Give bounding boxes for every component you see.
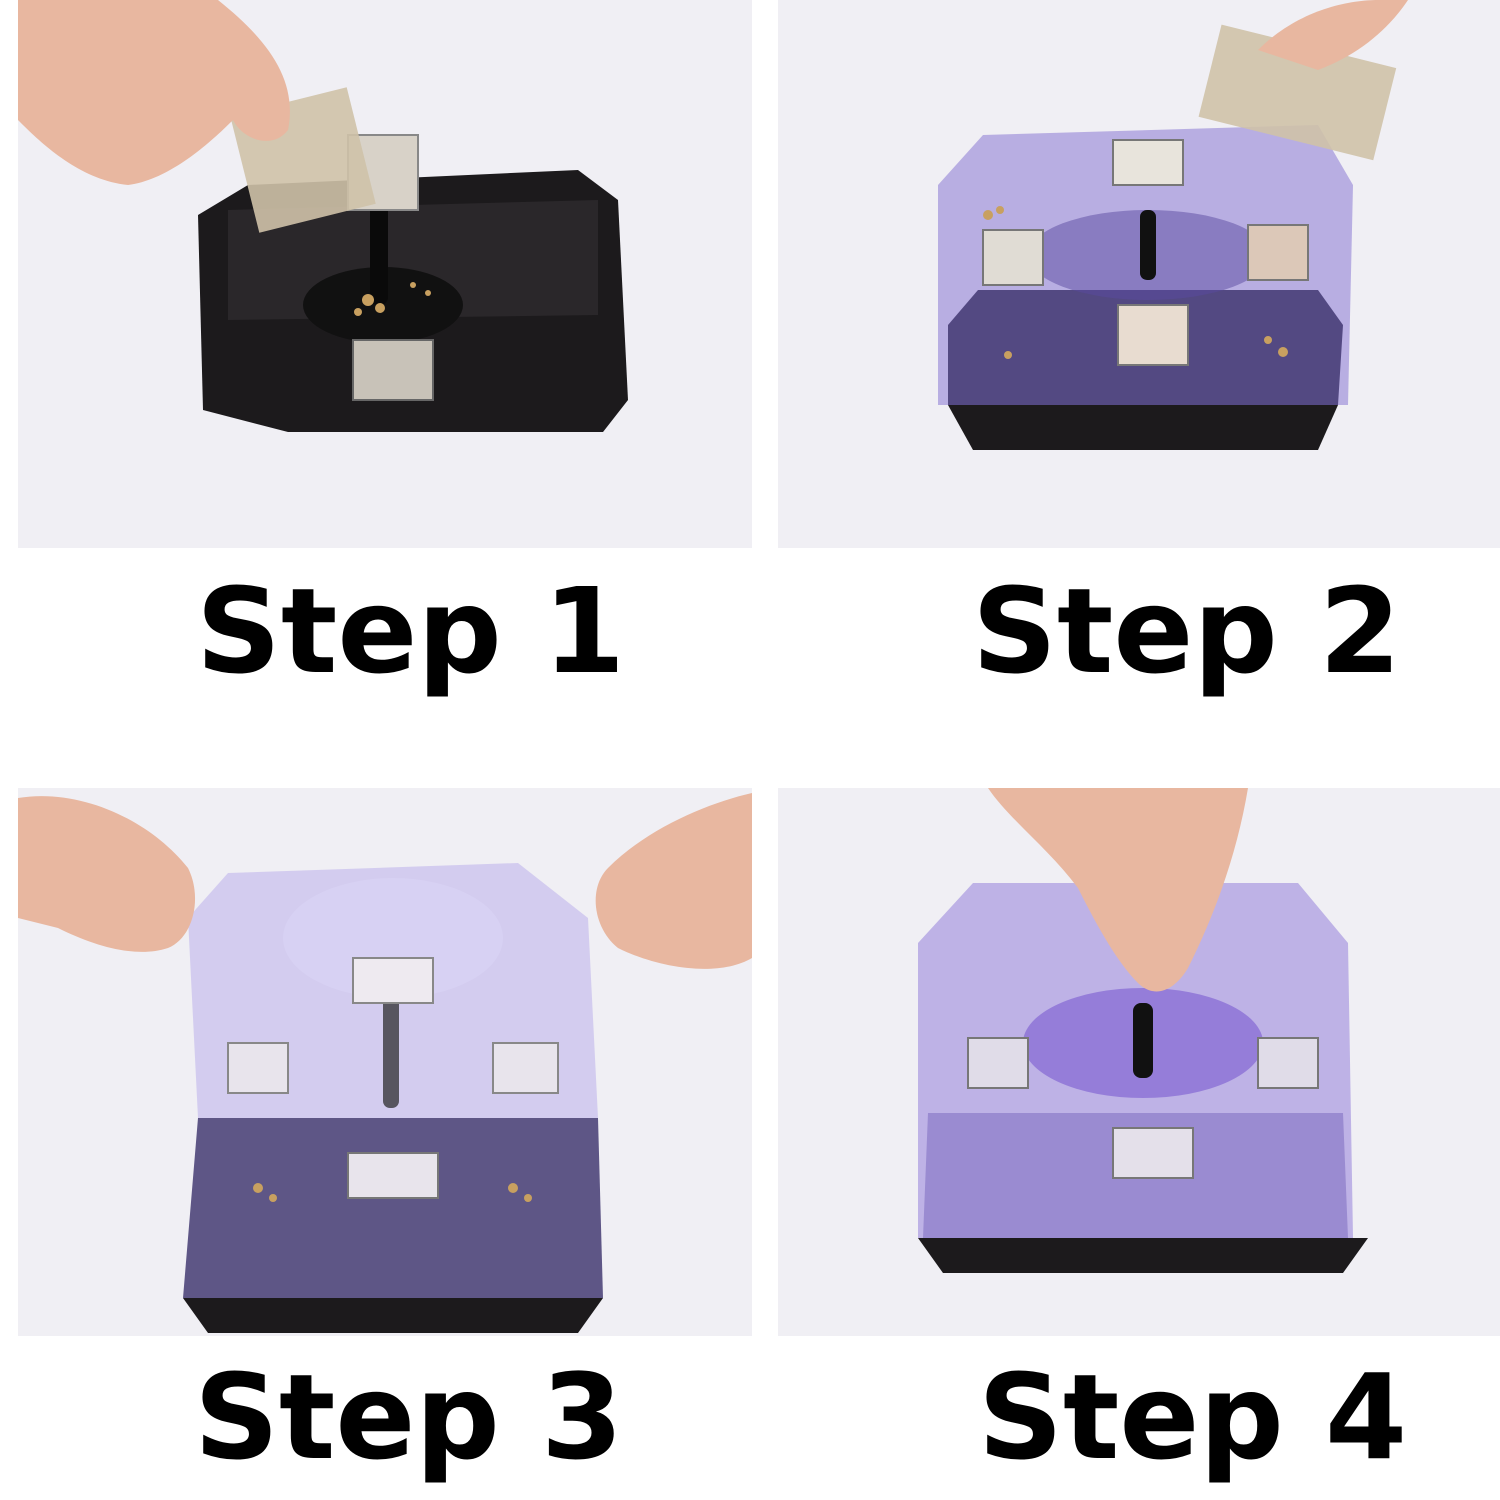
metal-clip — [493, 1043, 558, 1093]
black-base — [183, 1298, 603, 1333]
step-2-illustration — [778, 0, 1500, 548]
step-3-photo — [18, 788, 752, 1336]
step-1-illustration — [18, 0, 752, 548]
metal-clip — [348, 1153, 438, 1198]
step-4-caption: Step 4 — [978, 1348, 1408, 1486]
step-2-photo — [778, 0, 1500, 548]
black-base — [918, 1238, 1368, 1273]
step-2-caption: Step 2 — [972, 562, 1402, 700]
step-1-caption: Step 1 — [196, 562, 626, 700]
metal-clip — [1118, 305, 1188, 365]
metal-clip — [228, 1043, 288, 1093]
step-3-caption: Step 3 — [194, 1348, 624, 1486]
step-4-photo — [778, 788, 1500, 1336]
metal-clip — [1113, 140, 1183, 185]
black-base — [948, 405, 1338, 450]
metal-clip — [353, 958, 433, 1003]
metal-clip — [1258, 1038, 1318, 1088]
center-post — [1133, 1003, 1153, 1078]
metal-clip — [1248, 225, 1308, 280]
step-1-photo — [18, 0, 752, 548]
step-3-illustration — [18, 788, 752, 1336]
step-4-illustration — [778, 788, 1500, 1336]
metal-clip — [1113, 1128, 1193, 1178]
metal-clip — [983, 230, 1043, 285]
center-post — [1140, 210, 1156, 280]
metal-clip — [968, 1038, 1028, 1088]
metal-clip — [353, 340, 433, 400]
